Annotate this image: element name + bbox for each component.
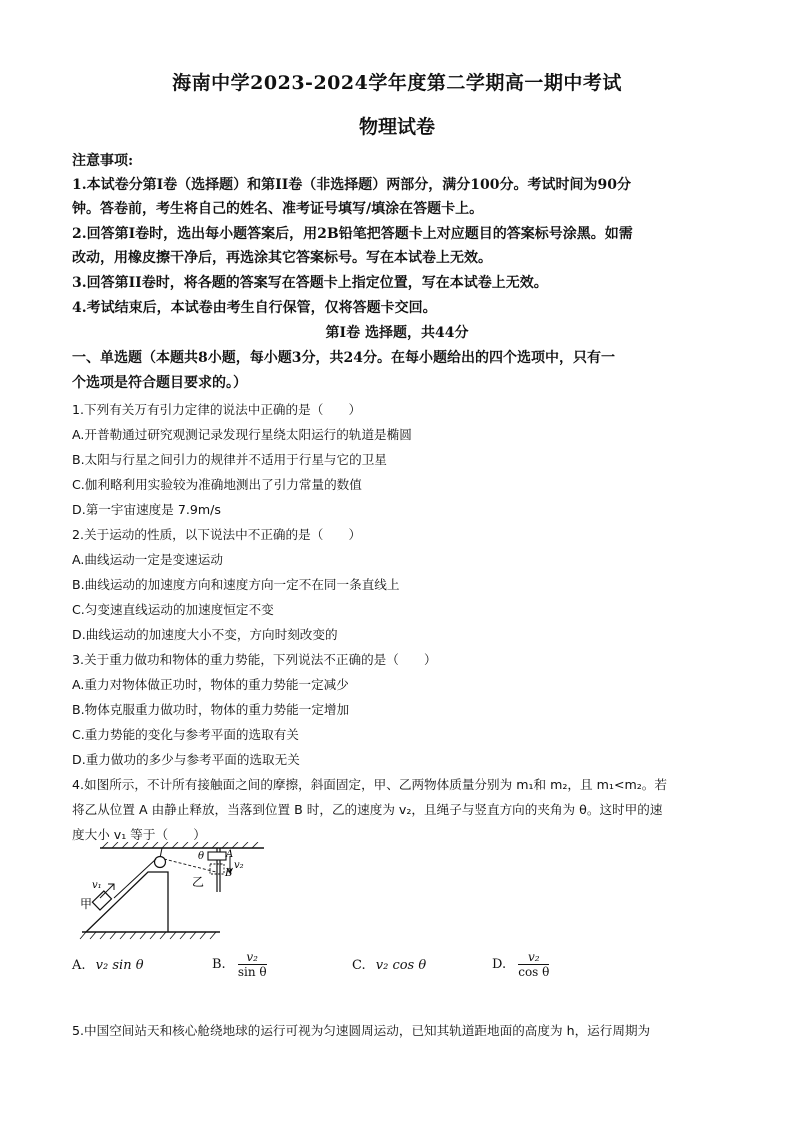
q3-option-a: A.重力对物体做正功时，物体的重力势能一定减少 — [72, 677, 349, 692]
q2-stem: 2.关于运动的性质，以下说法中不正确的是（ ） — [72, 527, 362, 542]
q4-option-c — [352, 958, 426, 973]
q3-option-b: B.物体克服重力做功时，物体的重力势能一定增加 — [72, 702, 350, 717]
q2-option-a: A.曲线运动一定是变速运动 — [72, 552, 223, 567]
label-jia: 甲 — [80, 897, 93, 911]
q3-option-d: D.重力做功的多少与参考平面的选取无关 — [72, 752, 300, 767]
pulley-incline-figure — [78, 842, 268, 942]
section-intro-2: 个选项是符合题目要求的。） — [72, 375, 247, 391]
q4-option-c-letter: C. — [352, 958, 366, 973]
q4-option-b-num: v₂ — [238, 950, 267, 965]
label-a: A — [226, 849, 234, 860]
label-v1: v₁ — [92, 880, 102, 891]
q2-option-b: B.曲线运动的加速度方向和速度方向一定不在同一条直线上 — [72, 577, 400, 592]
exam-subtitle: 物理试卷 — [358, 116, 435, 138]
q4-stem-line-1: 4.如图所示，不计所有接触面之间的摩擦，斜面固定，甲、乙两物体质量分别为 m₁和 m₂，且 m₁<m₂。若 — [72, 777, 667, 792]
q3-stem: 3.关于重力做功和物体的重力势能，下列说法不正确的是（ ） — [72, 652, 437, 667]
q5-stem-line-1: 5.中国空间站天和核心舱绕地球的运行可视为匀速圆周运动，已知其轨道距地面的高度为 h，运行周期为 — [72, 1023, 651, 1038]
section-intro-1: 一、单选题（本题共8小题，每小题3分，共24分。在每小题给出的四个选项中，只有一 — [72, 350, 615, 366]
q4-stem-line-3: 度大小 v₁ 等于（ ） — [72, 827, 206, 842]
q4-option-c-expr: v₂ cos θ — [375, 958, 427, 973]
label-b: B — [225, 868, 233, 879]
q4-option-d — [492, 950, 549, 979]
q1-option-c: C.伽利略利用实验较为准确地测出了引力常量的数值 — [72, 477, 362, 492]
q4-stem-line-2: 将乙从位置 A 由静止释放，当落到位置 B 时，乙的速度为 v₂，且绳子与竖直方向的夹角为 θ。这时甲的速 — [72, 802, 663, 817]
q4-option-d-fraction — [518, 950, 549, 979]
q4-option-d-letter: D. — [492, 957, 507, 972]
label-yi: 乙 — [192, 875, 205, 889]
notice-heading: 注意事项: — [72, 153, 134, 169]
q4-option-b-den: sin θ — [237, 965, 267, 979]
rope-incline — [114, 859, 156, 898]
notice-line-1: 1.本试卷分第I卷（选择题）和第II卷（非选择题）两部分，满分100分。考试时间为90分 — [72, 177, 631, 193]
block-jia — [92, 891, 111, 910]
label-theta: θ — [198, 851, 205, 862]
q4-option-b-letter: B. — [212, 957, 226, 972]
q4-option-d-den: cos θ — [518, 965, 550, 979]
notice-line-3: 2.回答第I卷时，选出每小题答案后，用2B铅笔把答题卡上对应题目的答案标号涂黑。如需 — [72, 226, 633, 242]
notice-line-6: 4.考试结束后，本试卷由考生自行保管，仅将答题卡交回。 — [72, 300, 437, 316]
floor-hatch — [80, 932, 216, 939]
q1-option-d: D.第一宇宙速度是 7.9m/s — [72, 502, 221, 517]
q3-option-c: C.重力势能的变化与参考平面的选取有关 — [72, 727, 299, 742]
q4-option-d-num: v₂ — [518, 950, 549, 965]
q1-stem: 1.下列有关万有引力定律的说法中正确的是（ ） — [72, 402, 362, 417]
q4-option-b — [212, 950, 267, 979]
ceiling-hatch — [102, 842, 258, 848]
q1-option-b: B.太阳与行星之间引力的规律并不适用于行星与它的卫星 — [72, 452, 387, 467]
block-yi-top — [208, 852, 226, 860]
q2-option-d: D.曲线运动的加速度大小不变，方向时刻改变的 — [72, 627, 338, 642]
q4-option-a — [72, 958, 144, 973]
notice-line-5: 3.回答第II卷时，将各题的答案写在答题卡上指定位置，写在本试卷上无效。 — [72, 275, 548, 291]
q4-option-a-letter: A. — [72, 958, 86, 973]
q2-option-c: C.匀变速直线运动的加速度恒定不变 — [72, 602, 274, 617]
notice-line-2: 钟。答卷前，考生将自己的姓名、准考证号填写/填涂在答题卡上。 — [72, 201, 484, 217]
rope-hanging — [164, 859, 216, 872]
q4-option-a-expr: v₂ sin θ — [95, 958, 144, 973]
q1-option-a: A.开普勒通过研究观测记录发现行星绕太阳运行的轨道是椭圆 — [72, 427, 412, 442]
q4-option-b-fraction — [238, 950, 267, 979]
pulley-icon — [155, 857, 166, 868]
label-v2: v₂ — [234, 860, 244, 871]
notice-line-4: 改动，用橡皮擦干净后，再选涂其它答案标号。写在本试卷上无效。 — [72, 250, 492, 266]
exam-title: 海南中学2023-2024学年度第二学期高一期中考试 — [172, 72, 622, 94]
section-heading: 第I卷 选择题，共44分 — [325, 325, 469, 341]
